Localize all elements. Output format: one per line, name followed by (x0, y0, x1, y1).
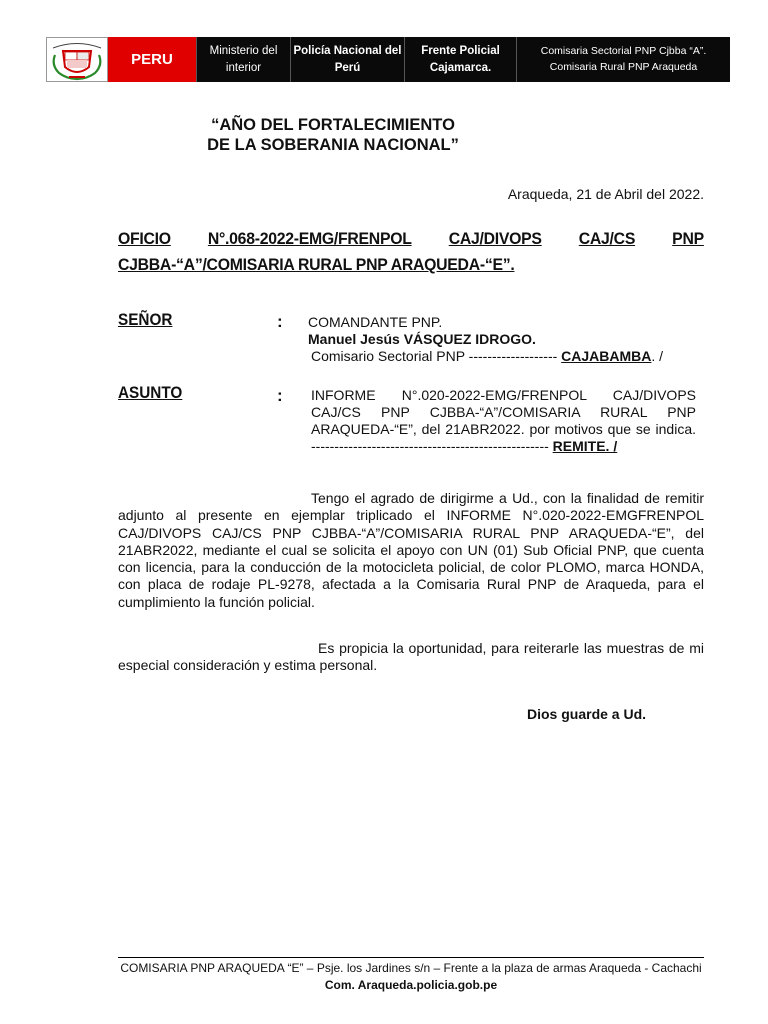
footer-address: COMISARIA PNP ARAQUEDA “E” – Psje. los Jardines s/n – Frente a la plaza de armas Araqueda - Cachachi (120, 961, 702, 975)
oficio-word-1: OFICIO (118, 229, 171, 248)
recipient-position-text: Comisario Sectorial PNP ------------------- (311, 348, 558, 364)
coat-of-arms-logo (46, 37, 108, 82)
oficio-line2: CJBBA-“A”/COMISARIA RURAL PNP ARAQUEDA-“E”. (118, 255, 515, 274)
oficio-word-2: N°.068-2022-EMG/FRENPOL (207, 229, 412, 248)
year-title: “AÑO DEL FORTALECIMIENTO DE LA SOBERANIA NACIONAL” (207, 116, 459, 154)
oficio-word-5: PNP (672, 229, 704, 248)
footer (118, 960, 704, 993)
oficio-word-3: CAJ/DIVOPS (448, 229, 542, 248)
body-paragraph-2: Es propicia la oportunidad, para reiterarle las muestras de mi especial consideración y estima personal. (118, 640, 704, 674)
header-banner (46, 37, 730, 82)
asunto-remite: REMITE. / (552, 438, 618, 454)
frente-label: Frente Policial Cajamarca. (404, 37, 516, 82)
comisaria-line1: Comisaria Sectorial PNP Cjbba “A”. (540, 45, 707, 58)
asunto-text (311, 387, 696, 455)
document-date: Araqueda, 21 de Abril del 2022. (507, 186, 704, 202)
asunto-colon: : (277, 386, 283, 405)
recipient-name: Manuel Jesús VÁSQUEZ IDROGO. (308, 331, 536, 347)
senor-colon: : (277, 312, 283, 331)
peru-label: PERU (108, 37, 196, 82)
recipient-rank: COMANDANTE PNP. (308, 314, 443, 330)
asunto-body: INFORME N°.020-2022-EMG/FRENPOL CAJ/DIVOPS CAJ/CS PNP CJBBA-“A”/COMISARIA RURAL PNP ARAQUEDA-“E”, del 21ABR2022. por motivos que se indica. --------------------------------------------------- (311, 387, 696, 454)
body-paragraph-1: Tengo el agrado de dirigirme a Ud., con la finalidad de remitir adjunto al presente en ejemplar triplicado el INFORME N°.020-2022-EMGFRENPOL CAJ/DIVOPS CAJ/CS PNP CJBBA-“A”/COMISARIA RURAL PNP ARAQUEDA-“E”, del 21ABR2022, mediante el cual se solicita el apoyo con UN (01) Sub Oficial PNP, que cuenta con licencia, para la conducción de la motocicleta policial, de color PLOMO, marca HONDA, con placa de rodaje PL-9278, afectada a la Comisaria Rural PNP de Araqueda, para el cumplimiento la función policial. (118, 490, 704, 610)
recipient-place-suffix: . / (651, 348, 664, 364)
asunto-label: ASUNTO (118, 383, 183, 402)
policia-label: Policía Nacional del Perú (290, 37, 404, 82)
ministerio-label: Ministerio del interior (196, 37, 290, 82)
recipient-position (311, 348, 663, 365)
footer-website: Com. Araqueda.policia.gob.pe (324, 977, 498, 992)
recipient-place: CAJABAMBA (561, 348, 652, 364)
closing-line: Dios guarde a Ud. (527, 706, 647, 722)
oficio-reference (118, 226, 704, 278)
comisaria-label (516, 37, 730, 82)
comisaria-line2: Comisaria Rural PNP Araqueda (549, 60, 698, 73)
oficio-word-4: CAJ/CS (578, 229, 636, 248)
senor-label: SEÑOR (118, 310, 173, 329)
footer-divider (118, 957, 704, 958)
